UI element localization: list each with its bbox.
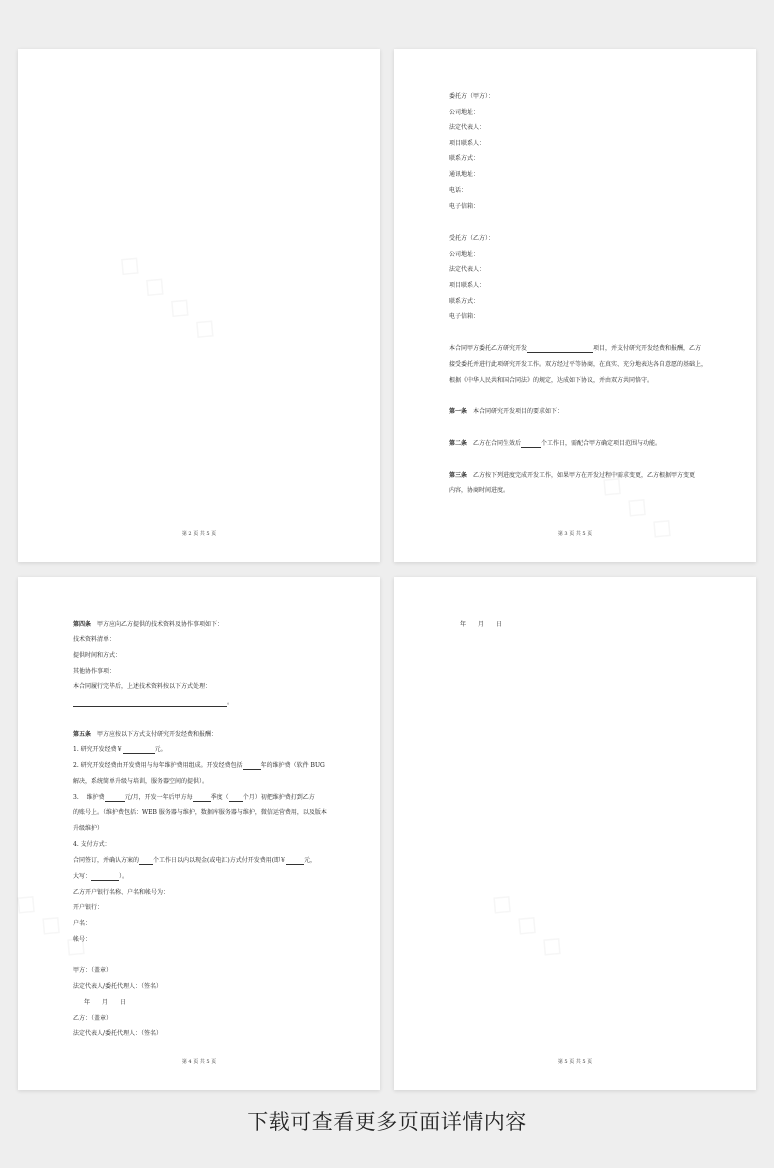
article-5-item-3-cont: 的账号上。（维护费包括：WEB 服务器与维护，数据库服务器与维护，微信运营费用，以及版本 — [73, 809, 327, 816]
blank-underline — [527, 345, 593, 353]
bank-field: 开户银行： — [73, 904, 104, 911]
signature-date: 年 月 日 — [84, 999, 127, 1006]
bank-field: 户名： — [73, 920, 92, 927]
blank-underline — [73, 699, 227, 707]
watermark-image — [483, 883, 573, 967]
party-b-field: 电子信箱： — [449, 313, 480, 320]
watermark-image — [111, 244, 226, 349]
article-5-item-4: 4. 支付方式： — [73, 841, 111, 848]
download-caption: 下载可查看更多页面详情内容 — [247, 1110, 527, 1134]
article-3-line-2: 内容，协商时间进度。 — [449, 487, 510, 494]
document-page-3 — [394, 49, 756, 562]
signature-rep-b: 法定代表人/委托代理人：（签名） — [73, 1030, 163, 1037]
party-a-field: 电子信箱： — [449, 203, 480, 210]
blank-underline — [243, 762, 261, 770]
party-a-title: 委托方（甲方）： — [449, 93, 495, 100]
article-3-line-1: 第三条 乙方按下列进度完成开发工作，如果甲方在开发过程中需求变更，乙方根据甲方变更 — [449, 472, 696, 479]
blank-underline — [91, 873, 119, 881]
document-page-2 — [18, 49, 380, 562]
party-a-field: 联系方式： — [449, 155, 480, 162]
blank-underline — [139, 857, 153, 865]
party-a-field: 项目联系人： — [449, 140, 486, 147]
blank-underline — [193, 794, 211, 802]
page-footer: 第 4 页 共 5 页 — [181, 1059, 217, 1065]
document-page-4 — [18, 577, 380, 1090]
blank-underline — [229, 794, 243, 802]
article-5-item-2: 2. 研究开发经费由开发费用与每年维护费用组成。开发经费包括 年的维护费（软件 BUG — [73, 762, 325, 769]
article-1: 第一条 本合同研究开发项目的要求如下： — [449, 408, 564, 415]
bank-title: 乙方开户银行名称、户名和帐号为： — [73, 889, 170, 896]
signature-rep-a: 法定代表人/委托代理人：（签名） — [73, 983, 163, 990]
article-4-item: 提供时间和方式： — [73, 652, 122, 659]
party-a-field: 法定代表人： — [449, 124, 486, 131]
article-5-item-3-cont: 升级维护） — [73, 825, 104, 832]
article-4-item: 技术资料清单： — [73, 636, 116, 643]
page-footer: 第 2 页 共 5 页 — [181, 531, 217, 537]
payment-line: 合同签订，并确认方案的 个工作日以内以现金(或电汇)方式付开发费用(即￥ 元， — [73, 857, 317, 864]
intro-line-3: 根据《中华人民共和国合同法》的规定，达成如下协议，并由双方共同恪守。 — [449, 377, 654, 384]
party-b-field: 公司地址： — [449, 251, 480, 258]
article-5-item-3: 3. 维护费 元/月，开发一年后甲方每 季度（ 个月）初把维护费打到乙方 — [73, 794, 315, 801]
page-footer: 第 3 页 共 5 页 — [557, 531, 593, 537]
intro-line-2: 接受委托并进行此项研究开发工作。双方经过平等协商，在真实、充分地表达各自意愿的基础上， — [449, 361, 708, 368]
party-a-field: 通讯地址： — [449, 171, 480, 178]
article-2: 第二条 乙方在合同生效后 个工作日，需配合甲方确定项目范围与功能。 — [449, 440, 662, 447]
article-4-blank: 。 — [73, 699, 233, 707]
party-a-field: 电话： — [449, 187, 468, 194]
document-page-5 — [394, 577, 756, 1090]
article-5: 第五条 甲方应按以下方式支付研究开发经费和报酬： — [73, 731, 218, 738]
article-4-item: 其他协作事项： — [73, 668, 116, 675]
intro-line-1: 本合同甲方委托乙方研究开发 项目，并支付研究开发经费和报酬，乙方 — [449, 345, 702, 352]
article-5-item-1: 1. 研究开发经费￥ 元。 — [73, 746, 167, 753]
article-5-item-2-cont: 解决，系统简单升级与培训，服务器空间的提供）。 — [73, 778, 209, 785]
blank-underline — [105, 794, 125, 802]
bank-field: 帐号： — [73, 936, 92, 943]
article-4-item: 本合同履行完毕后，上述技术资料按以下方式处理： — [73, 683, 212, 690]
party-b-field: 联系方式： — [449, 298, 480, 305]
party-b-title: 受托方（乙方）： — [449, 235, 495, 242]
article-4: 第四条 甲方应向乙方提供的技术资料及协作事项如下： — [73, 621, 224, 628]
signature-date: 年 月 日 — [460, 621, 503, 628]
signature-party-a: 甲方：（盖章） — [73, 967, 113, 974]
payment-capital-line: 大写： ）。 — [73, 873, 129, 880]
blank-underline — [521, 440, 541, 448]
blank-underline — [123, 746, 155, 754]
party-a-field: 公司地址： — [449, 109, 480, 116]
blank-underline — [286, 857, 304, 865]
party-b-field: 项目联系人： — [449, 282, 486, 289]
signature-party-b: 乙方：（盖章） — [73, 1015, 113, 1022]
party-b-field: 法定代表人： — [449, 266, 486, 273]
page-footer: 第 5 页 共 5 页 — [557, 1059, 593, 1065]
